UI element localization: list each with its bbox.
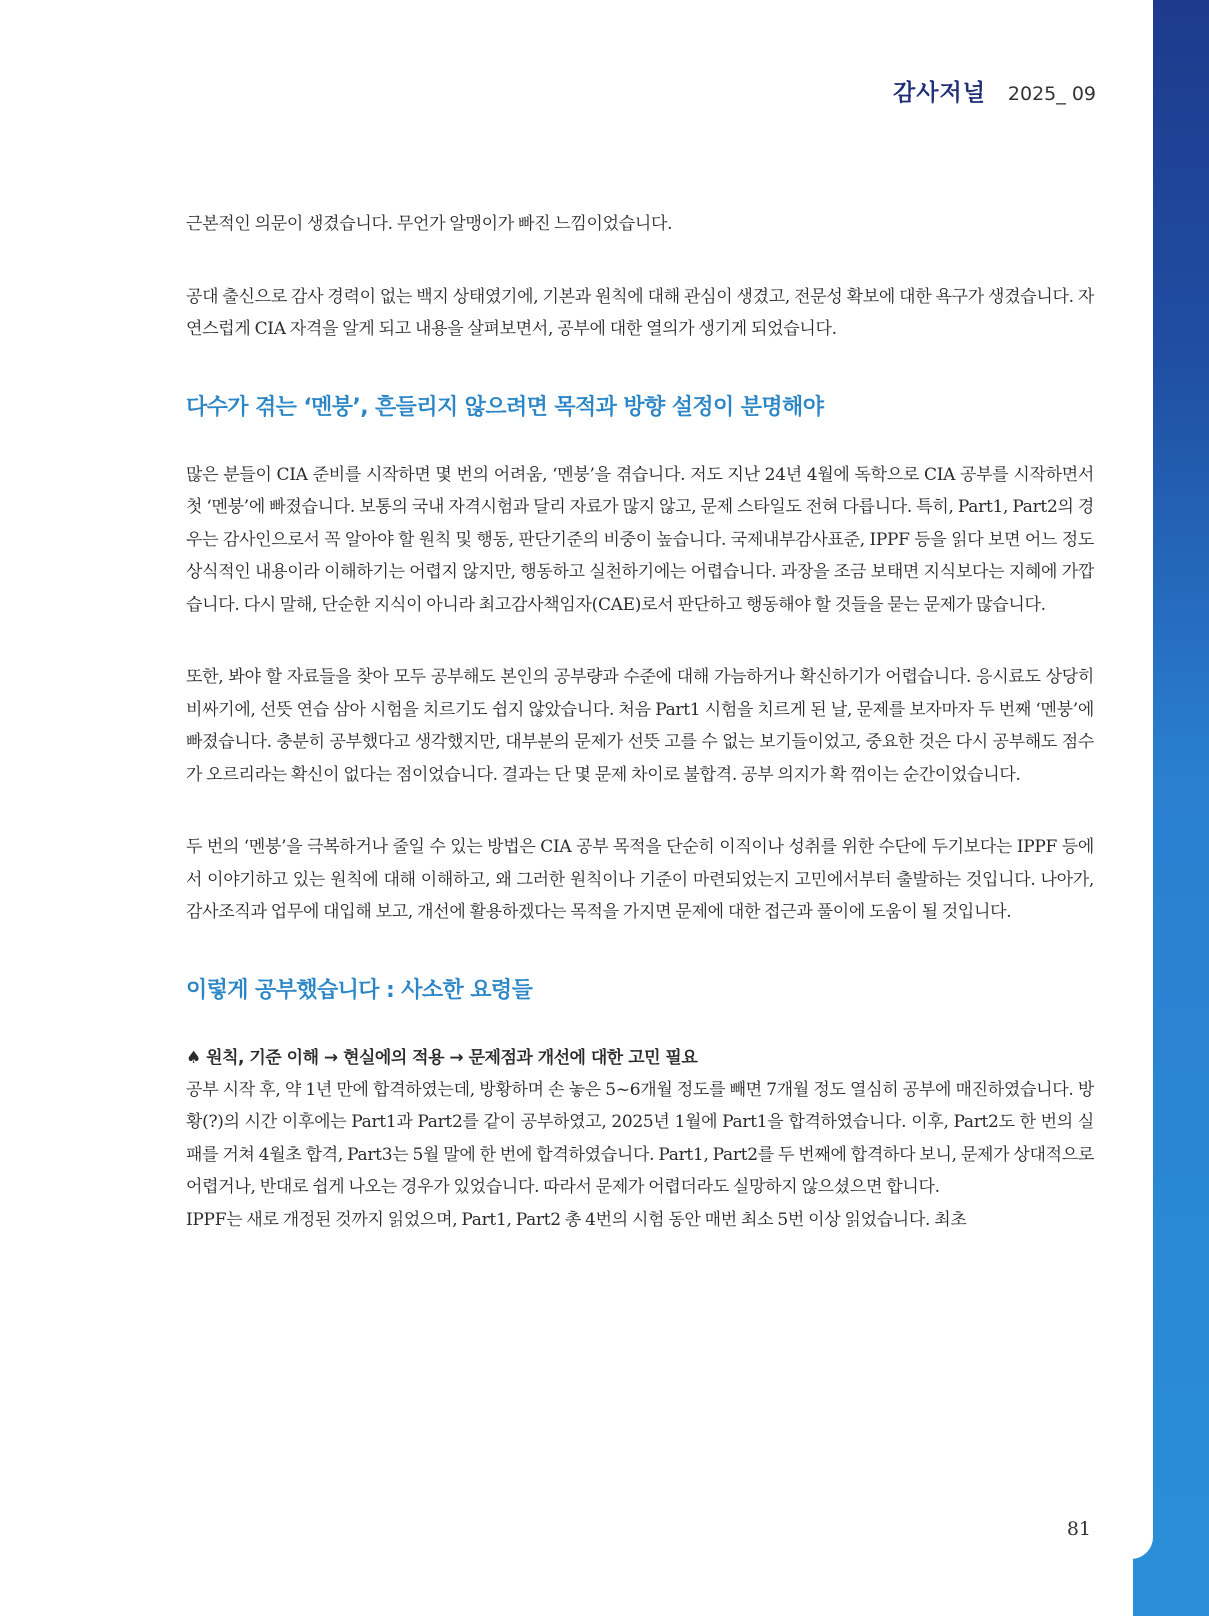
paragraph: 공부 시작 후, 약 1년 만에 합격하였는데, 방황하며 손 놓은 5~6개월 정도를 빼면 7개월 정도 열심히 공부에 매진하였습니다. 방황(?)의 시간 이후에는 Part1과 Part2를 같이 공부하였고, 2025년 1월에 Part1을 합격하였습니다. 이후, Part2도 한 번의 실패를 거쳐 4월초 합격, Part3는 5월 말에 한 번에 합격하였습니다. Part1, Part2를 두 번째에 합격하다 보니, 문제가 상대적으로 어렵거나, 반대로 쉽게 나오는 경우가 있었습니다. 따라서 문제가 어렵더라도 실망하지 않으셨으면 합니다.	[186, 1079, 1094, 1197]
paragraph: 근본적인 의문이 생겼습니다. 무언가 알맹이가 빠진 느낌이었습니다.	[186, 214, 673, 234]
running-header	[893, 74, 1096, 107]
section-heading: 다수가 겪는 ‘멘붕’, 흔들리지 않으려면 목적과 방향 설정이 분명해야	[186, 394, 824, 420]
issue-date: 2025_ 09	[1007, 83, 1096, 105]
section-heading: 이렇게 공부했습니다 : 사소한 요령들	[186, 977, 533, 1003]
page-number: 81	[1066, 1518, 1091, 1540]
paragraph: 공대 출신으로 감사 경력이 없는 백지 상태였기에, 기본과 원칙에 대해 관심이 생겼고, 전문성 확보에 대한 욕구가 생겼습니다. 자연스럽게 CIA 자격을 알게 되고 내용을 살펴보면서, 공부에 대한 열의가 생기게 되었습니다.	[186, 286, 1094, 339]
journal-name: 감사저널	[893, 80, 986, 106]
paragraph: 많은 분들이 CIA 준비를 시작하면 몇 번의 어려움, ‘멘붕’을 겪습니다. 저도 지난 24년 4월에 독학으로 CIA 공부를 시작하면서 첫 ‘멘붕’에 빠졌습니다. 보통의 국내 자격시험과 달리 자료가 많지 않고, 문제 스타일도 전혀 다릅니다. 특히, Part1, Part2의 경우는 감사인으로서 꼭 알아야 할 원칙 및 행동, 판단기준의 비중이 높습니다. 국제내부감사표준, IPPF 등을 읽다 보면 어느 정도 상식적인 내용이라 이해하기는 어렵지 않지만, 행동하고 실천하기에는 어렵습니다. 과장을 조금 보태면 지식보다는 지혜에 가깝습니다. 다시 말해, 단순한 지식이 아니라 최고감사책임자(CAE)로서 판단하고 행동해야 할 것들을 묻는 문제가 많습니다.	[186, 464, 1094, 615]
paragraph: 또한, 봐야 할 자료들을 찾아 모두 공부해도 본인의 공부량과 수준에 대해 가늠하거나 확신하기가 어렵습니다. 응시료도 상당히 비싸기에, 선뜻 연습 삼아 시험을 치르기도 쉽지 않았습니다. 처음 Part1 시험을 치르게 된 날, 문제를 보자마자 두 번째 ‘멘붕’에 빠졌습니다. 충분히 공부했다고 생각했지만, 대부분의 문제가 선뜻 고를 수 없는 보기들이었고, 중요한 것은 다시 공부해도 점수가 오르리라는 확신이 없다는 점이었습니다. 결과는 단 몇 문제 차이로 불합격. 공부 의지가 확 꺾이는 순간이었습니다.	[186, 667, 1094, 785]
sub-heading: ♠ 원칙, 기준 이해 → 현실에의 적용 → 문제점과 개선에 대한 고민 필요	[186, 1047, 698, 1068]
article-body	[186, 208, 1094, 1236]
paragraph: 두 번의 ‘멘붕’을 극복하거나 줄일 수 있는 방법은 CIA 공부 목적을 단순히 이직이나 성취를 위한 수단에 두기보다는 IPPF 등에서 이야기하고 있는 원칙에 대해 이해하고, 왜 그러한 원칙이나 기준이 마련되었는지 고민에서부터 출발하는 것입니다. 나아가, 감사조직과 업무에 대입해 보고, 개선에 활용하겠다는 목적을 가지면 문제에 대한 접근과 풀이에 도움이 될 것입니다.	[186, 837, 1094, 922]
paragraph: IPPF는 새로 개정된 것까지 읽었으며, Part1, Part2 총 4번의 시험 동안 매번 최소 5번 이상 읽었습니다. 최초	[186, 1209, 967, 1230]
